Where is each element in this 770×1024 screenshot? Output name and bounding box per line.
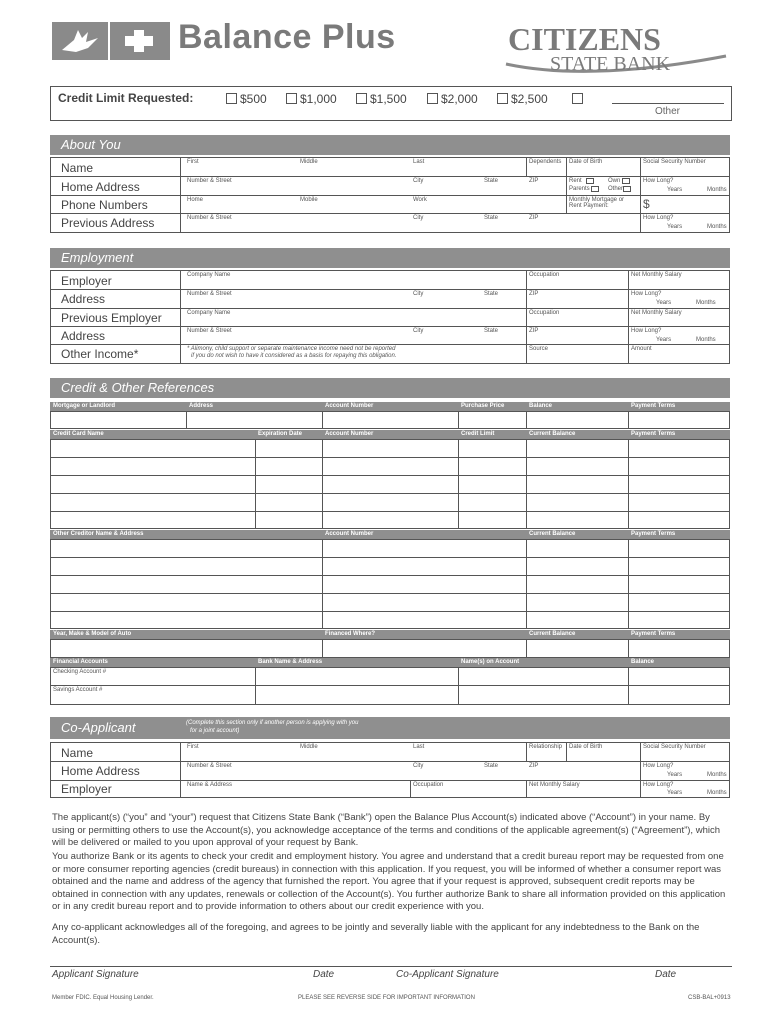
hdr-creditor-terms: Payment Terms [631, 531, 676, 537]
emp-how-long[interactable]: How Long? [631, 291, 662, 297]
hdr-mortgage-balance: Balance [529, 403, 553, 409]
row-other-income: Other Income* [61, 347, 139, 361]
co-field-city[interactable]: City [413, 763, 424, 769]
co-field-relationship[interactable]: Relationship [529, 744, 563, 750]
co-applicant-note-1: (Complete this section only if another person is applying with you [186, 720, 359, 726]
option-1500-label: $1,500 [370, 92, 407, 106]
co-field-middle[interactable]: Middle [300, 744, 318, 750]
hdr-auto-model: Year, Make & Model of Auto [53, 631, 132, 637]
prev-emp-street[interactable]: Number & Street [187, 328, 232, 334]
field-first[interactable]: First [187, 159, 199, 165]
co-years: Years [667, 772, 683, 778]
co-emp-name-address[interactable]: Name & Address [187, 782, 233, 788]
emp-zip[interactable]: ZIP [529, 291, 539, 297]
row-prev-employer-address: Address [61, 329, 106, 343]
hdr-card-name: Credit Card Name [53, 431, 104, 437]
checkbox-2000[interactable] [427, 93, 438, 104]
field-dependents[interactable]: Dependents [529, 159, 562, 165]
mortgage-payment-label: Monthly Mortgage or Rent Payment: [569, 197, 625, 209]
creditor-header [50, 530, 730, 539]
about-you-title: About You [61, 137, 121, 152]
prev-emp-salary[interactable]: Net Monthly Salary [631, 310, 682, 316]
logo-divider [108, 22, 110, 60]
co-emp-how-long[interactable]: How Long? [643, 782, 674, 788]
emp-years: Years [656, 300, 672, 306]
hdr-mortgage-landlord: Mortgage or Landlord [53, 403, 115, 409]
prev-field-zip[interactable]: ZIP [529, 215, 539, 221]
bank-logo-line-2: STATE BANK [550, 53, 671, 75]
co-field-ssn[interactable]: Social Security Number [643, 744, 706, 750]
hdr-account-balance: Balance [631, 659, 655, 665]
co-field-zip[interactable]: ZIP [529, 763, 539, 769]
income-source[interactable]: Source [529, 346, 549, 352]
other-housing-checkbox[interactable] [623, 186, 631, 192]
rent-checkbox[interactable] [586, 178, 594, 184]
bank-logo [500, 20, 730, 78]
co-row-name: Name [61, 746, 94, 760]
field-dob[interactable]: Date of Birth [569, 159, 603, 165]
hdr-bank-name: Bank Name & Address [258, 659, 323, 665]
checkbox-1000[interactable] [286, 93, 297, 104]
option-2500-label: $2,500 [511, 92, 548, 106]
hdr-credit-limit: Credit Limit [461, 431, 495, 437]
income-note-line-2: if you do not wish to have it considered as a basis for repaying this obligation. [191, 353, 397, 359]
row-home-address: Home Address [61, 180, 140, 194]
prev-field-city[interactable]: City [413, 215, 424, 221]
footer-fdic: Member FDIC. Equal Housing Lender. [52, 995, 154, 1001]
checkbox-other[interactable] [572, 93, 583, 104]
co-field-last[interactable]: Last [413, 744, 425, 750]
employment-title: Employment [61, 250, 134, 265]
plus-icon [122, 28, 156, 54]
emp-months: Months [696, 300, 716, 306]
row-phone-numbers: Phone Numbers [61, 198, 148, 212]
emp-company-name[interactable]: Company Name [187, 272, 231, 278]
prev-field-state[interactable]: State [484, 215, 499, 221]
hdr-creditor-name: Other Creditor Name & Address [53, 531, 144, 537]
co-months: Months [707, 772, 727, 778]
co-applicant-date-label: Date [655, 969, 677, 980]
references-bar [50, 378, 730, 398]
prev-how-long[interactable]: How Long? [643, 215, 674, 221]
hdr-mortgage-account: Account Number [325, 403, 374, 409]
emp-occupation[interactable]: Occupation [529, 272, 560, 278]
other-label: Other [655, 106, 681, 117]
housing-other-label: Other [608, 186, 624, 192]
co-applicant-grid [50, 742, 730, 798]
eagle-icon [58, 26, 104, 56]
prev-emp-how-long[interactable]: How Long? [631, 328, 662, 334]
field-middle[interactable]: Middle [300, 159, 318, 165]
currency-symbol: $ [643, 197, 650, 211]
field-street[interactable]: Number & Street [187, 178, 232, 184]
co-emp-years: Years [667, 790, 683, 796]
hdr-card-account: Account Number [325, 431, 374, 437]
row-employer: Employer [61, 274, 112, 288]
housing-rent-label: Rent [569, 178, 582, 184]
field-work-phone[interactable]: Work [413, 197, 427, 203]
co-applicant-note-2: for a joint account) [190, 728, 240, 734]
prev-years: Years [667, 224, 683, 230]
label-years: Years [667, 187, 683, 193]
prev-months: Months [707, 224, 727, 230]
hdr-names-on-account: Name(s) on Account [461, 659, 520, 665]
hdr-financed-where: Financed Where? [325, 631, 376, 637]
checkbox-1500[interactable] [356, 93, 367, 104]
emp-street[interactable]: Number & Street [187, 291, 232, 297]
co-applicant-signature-label: Co-Applicant Signature [396, 969, 499, 980]
co-field-street[interactable]: Number & Street [187, 763, 232, 769]
co-field-dob[interactable]: Date of Birth [569, 744, 603, 750]
hdr-creditor-balance: Current Balance [529, 531, 576, 537]
checkbox-500[interactable] [226, 93, 237, 104]
credit-limit-label: Credit Limit Requested: [58, 91, 194, 105]
co-emp-salary[interactable]: Net Monthly Salary [529, 782, 580, 788]
prev-emp-city[interactable]: City [413, 328, 424, 334]
housing-own-label: Own [608, 178, 621, 184]
own-checkbox[interactable] [622, 178, 630, 184]
savings-account-label: Savings Account # [53, 687, 103, 693]
terms-paragraph-2: You authorize Bank or its agents to check your credit and employment history. You agree and understand that a credit bureau report may be requested from one or more consumer reporting agencies (credit bureaus) in connection with this application. If you request, you will be informed of whether a consumer report was obtained and the name and address of the agency that furnished the report. You agree that if your request is approved, subsequent credit reports may be obtained in connection with any updates, renewals or collection of the Account(s). You further authorize Bank to share all information provided on this application or in any credit bureau report and to provide information to others about our credit experience with you. [52, 851, 726, 912]
references-title: Credit & Other References [61, 380, 215, 395]
option-500-label: $500 [240, 92, 267, 106]
applicant-signature-label: Applicant Signature [52, 969, 139, 980]
emp-city[interactable]: City [413, 291, 424, 297]
hdr-financial-accounts: Financial Accounts [53, 659, 108, 665]
co-emp-months: Months [707, 790, 727, 796]
prev-emp-months: Months [696, 337, 716, 343]
income-amount[interactable]: Amount [631, 346, 652, 352]
co-row-employer: Employer [61, 782, 112, 796]
prev-emp-years: Years [656, 337, 672, 343]
co-field-how-long[interactable]: How Long? [643, 763, 674, 769]
prev-emp-zip[interactable]: ZIP [529, 328, 539, 334]
field-ssn[interactable]: Social Security Number [643, 159, 706, 165]
emp-net-salary[interactable]: Net Monthly Salary [631, 272, 682, 278]
terms-paragraph-3: Any co-applicant acknowledges all of the foregoing, and agrees to be jointly and severally liable with the applicant for any indebtedness to the Bank on the Account(s). [52, 922, 700, 946]
other-amount-field[interactable] [612, 103, 724, 104]
income-note-line-1: * Alimony, child support or separate maintenance income need not be reported [187, 346, 396, 352]
hdr-mortgage-terms: Payment Terms [631, 403, 676, 409]
checkbox-2500[interactable] [497, 93, 508, 104]
field-how-long[interactable]: How Long? [643, 178, 674, 184]
co-row-home-address: Home Address [61, 764, 140, 778]
prev-emp-occupation[interactable]: Occupation [529, 310, 560, 316]
option-1000-label: $1,000 [300, 92, 337, 106]
hdr-expiration: Expiration Date [258, 431, 303, 437]
hdr-auto-terms: Payment Terms [631, 631, 676, 637]
field-city[interactable]: City [413, 178, 424, 184]
co-applicant-bar [50, 717, 730, 739]
mortgage-header [50, 402, 730, 411]
checking-account-label: Checking Account # [53, 669, 107, 675]
bank-logo-line-1: CITIZENS [508, 21, 661, 57]
co-field-first[interactable]: First [187, 744, 199, 750]
co-emp-occupation[interactable]: Occupation [413, 782, 444, 788]
employment-bar [50, 248, 730, 268]
hdr-mortgage-address: Address [189, 403, 214, 409]
housing-parents-label: Parents [569, 186, 590, 192]
accounts-header [50, 658, 730, 667]
hdr-card-balance: Current Balance [529, 431, 576, 437]
field-state[interactable]: State [484, 178, 499, 184]
option-2000-label: $2,000 [441, 92, 478, 106]
applicant-date-label: Date [313, 969, 335, 980]
prev-emp-state[interactable]: State [484, 328, 499, 334]
page-title: Balance Plus [178, 18, 396, 56]
footer-notice: PLEASE SEE REVERSE SIDE FOR IMPORTANT INFORMATION [298, 995, 475, 1001]
prev-emp-company[interactable]: Company Name [187, 310, 231, 316]
row-name: Name [61, 161, 94, 175]
signature-line[interactable] [50, 966, 732, 967]
row-previous-address: Previous Address [61, 216, 155, 230]
label-months: Months [707, 187, 727, 193]
hdr-purchase-price: Purchase Price [461, 403, 505, 409]
terms-paragraph-1: The applicant(s) (“you” and “your”) request that Citizens State Bank (“Bank”) open the Balance Plus Account(s) indicated above (“Account”) in your name. By using or permitting others to use the Account(s), you acknowledge acceptance of the terms and conditions of the applicable agreement(s) (“Agreement”), which will be delivered or mailed to you upon approval of your request by Bank. [52, 812, 720, 848]
hdr-auto-balance: Current Balance [529, 631, 576, 637]
card-header [50, 430, 730, 439]
hdr-creditor-account: Account Number [325, 531, 374, 537]
row-previous-employer: Previous Employer [61, 311, 162, 325]
hdr-card-terms: Payment Terms [631, 431, 676, 437]
auto-header [50, 630, 730, 639]
field-zip[interactable]: ZIP [529, 178, 539, 184]
co-field-state[interactable]: State [484, 763, 499, 769]
emp-state[interactable]: State [484, 291, 499, 297]
row-employer-address: Address [61, 292, 106, 306]
prev-field-street[interactable]: Number & Street [187, 215, 232, 221]
field-mobile-phone[interactable]: Mobile [300, 197, 318, 203]
footer-form-code: CSB-BAL+0913 [688, 995, 731, 1001]
co-applicant-title: Co-Applicant [61, 720, 136, 735]
parents-checkbox[interactable] [591, 186, 599, 192]
about-you-bar [50, 135, 730, 155]
field-home-phone[interactable]: Home [187, 197, 204, 203]
field-last[interactable]: Last [413, 159, 425, 165]
